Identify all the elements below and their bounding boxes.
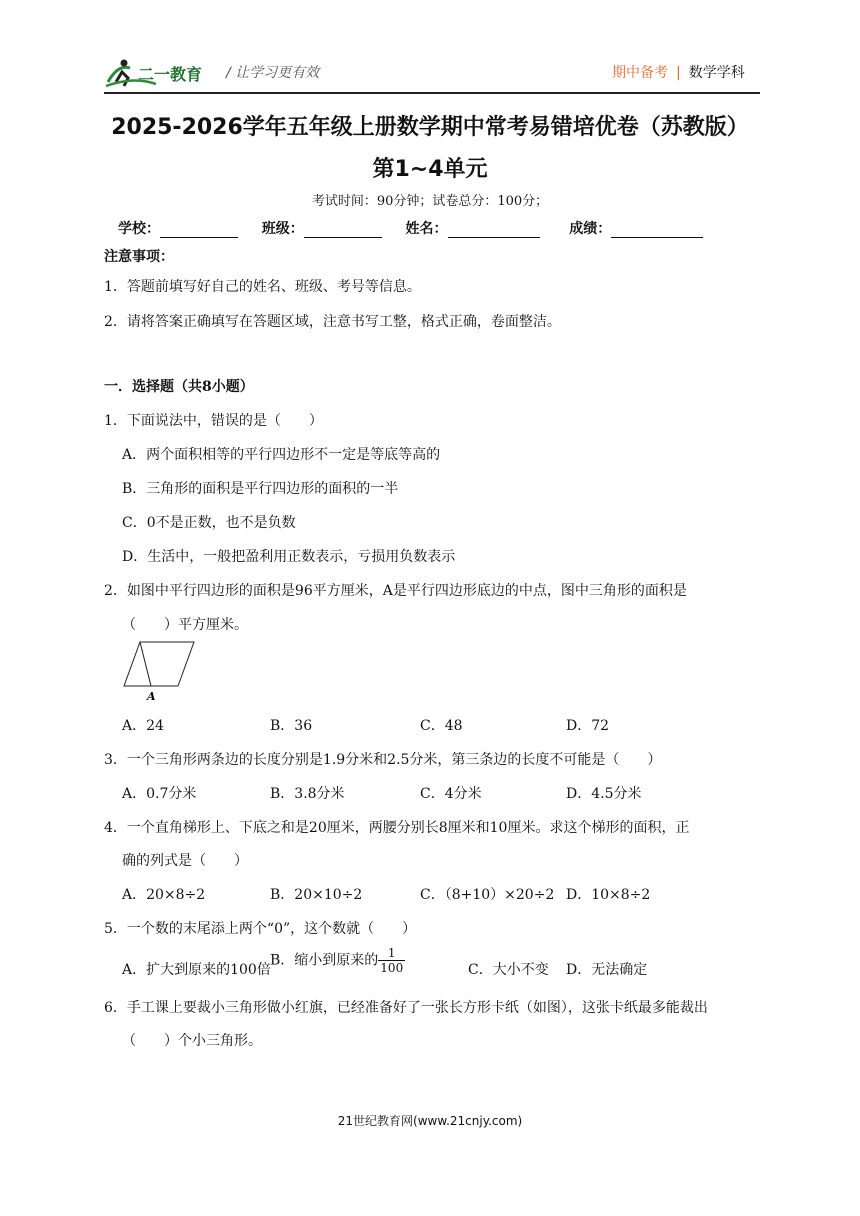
logo: [104, 56, 214, 90]
notes-heading: 注意事项：: [104, 249, 174, 265]
slogan: / 让学习更有效: [226, 65, 320, 81]
q2-option-d[interactable]: D．72: [566, 718, 610, 734]
page-title: 2025-2026学年五年级上册数学期中常考易错培优卷（苏教版）: [111, 115, 749, 140]
fraction-numerator: 1: [378, 946, 405, 961]
note-item: 2．请将答案正确填写在答题区域，注意书写工整，格式正确，卷面整洁。: [104, 314, 561, 330]
section-heading: 一．选择题（共8小题）: [104, 379, 254, 395]
header-divider: |: [676, 65, 681, 81]
class-blank[interactable]: [304, 221, 382, 238]
school-blank[interactable]: [160, 221, 238, 238]
fraction-denominator: 100: [380, 961, 404, 975]
q5-option-a[interactable]: A．扩大到原来的100倍: [122, 962, 271, 978]
question-4-stem-cont: 确的列式是（ ）: [122, 853, 248, 869]
q1-option-a[interactable]: A．两个面积相等的平行四边形不一定是等底等高的: [122, 447, 441, 463]
q4-option-d[interactable]: D．10×8÷2: [566, 887, 651, 903]
name-blank[interactable]: [448, 221, 540, 238]
question-4-stem: 4．一个直角梯形上、下底之和是20厘米，两腰分别长8厘米和10厘米。求这个梯形的面积，正: [104, 820, 690, 836]
question-6-stem-cont: （ ）个小三角形。: [122, 1033, 262, 1049]
q3-option-c[interactable]: C．4分米: [420, 786, 482, 802]
q5-option-b-text: B．缩小到原来的: [270, 952, 379, 969]
school-label: 学校：: [118, 221, 160, 237]
question-6-stem: 6．手工课上要裁小三角形做小红旗，已经准备好了一张长方形卡纸（如图），这张卡纸最多能裁出: [104, 1000, 708, 1016]
name-label: 姓名：: [405, 221, 448, 237]
q5-option-b[interactable]: [270, 946, 405, 975]
logo-text: 二一教育: [138, 65, 203, 84]
q3-option-d[interactable]: D．4.5分米: [566, 786, 642, 802]
q1-option-c[interactable]: C．0不是正数，也不是负数: [122, 515, 296, 531]
exam-type: 期中备考: [612, 65, 668, 81]
page-subtitle: 第1~4单元: [372, 157, 488, 182]
q2-option-c[interactable]: C．48: [420, 718, 463, 734]
q2-option-b[interactable]: B．36: [270, 718, 313, 734]
q5-option-c[interactable]: C．大小不变: [468, 962, 549, 978]
header-right: [612, 62, 745, 82]
q4-option-c[interactable]: C．（8+10）×20÷2: [420, 887, 555, 903]
question-2-stem-cont: （ ）平方厘米。: [122, 617, 248, 633]
question-3-stem: 3．一个三角形两条边的长度分别是1.9分米和2.5分米，第三条边的长度不可能是（ ）: [104, 752, 662, 768]
exam-meta: 考试时间：90分钟；试卷总分：100分；: [311, 194, 549, 209]
score-label: 成绩：: [569, 221, 612, 237]
q5-option-d[interactable]: D．无法确定: [566, 962, 648, 978]
q4-option-a[interactable]: A．20×8÷2: [122, 887, 206, 903]
parallelogram-figure: [120, 640, 200, 708]
q3-option-a[interactable]: A．0.7分米: [122, 786, 197, 802]
point-a-label: A: [147, 690, 156, 703]
q1-option-d[interactable]: D．生活中，一般把盈利用正数表示，亏损用负数表示: [122, 549, 456, 565]
score-blank[interactable]: [611, 221, 703, 238]
student-fields: [118, 218, 703, 238]
runner-logo-icon: [104, 56, 214, 90]
subject: 数学学科: [688, 65, 745, 81]
q3-option-b[interactable]: B．3.8分米: [270, 786, 345, 802]
class-label: 班级：: [261, 221, 304, 237]
q1-option-b[interactable]: B．三角形的面积是平行四边形的面积的一半: [122, 481, 399, 497]
fraction: [378, 946, 405, 975]
note-item: 1．答题前填写好自己的姓名、班级、考号等信息。: [104, 279, 421, 295]
page-footer: 21世纪教育网(www.21cnjy.com): [337, 1114, 523, 1128]
question-1-stem: 1．下面说法中，错误的是（ ）: [104, 413, 323, 429]
question-2-stem: 2．如图中平行四边形的面积是96平方厘米，A是平行四边形底边的中点，图中三角形的面积是: [104, 583, 687, 599]
question-5-stem: 5．一个数的末尾添上两个“0”，这个数就（ ）: [104, 921, 417, 937]
q2-option-a[interactable]: A．24: [122, 718, 164, 734]
q4-option-b[interactable]: B．20×10÷2: [270, 887, 363, 903]
header-rule: [104, 92, 760, 94]
